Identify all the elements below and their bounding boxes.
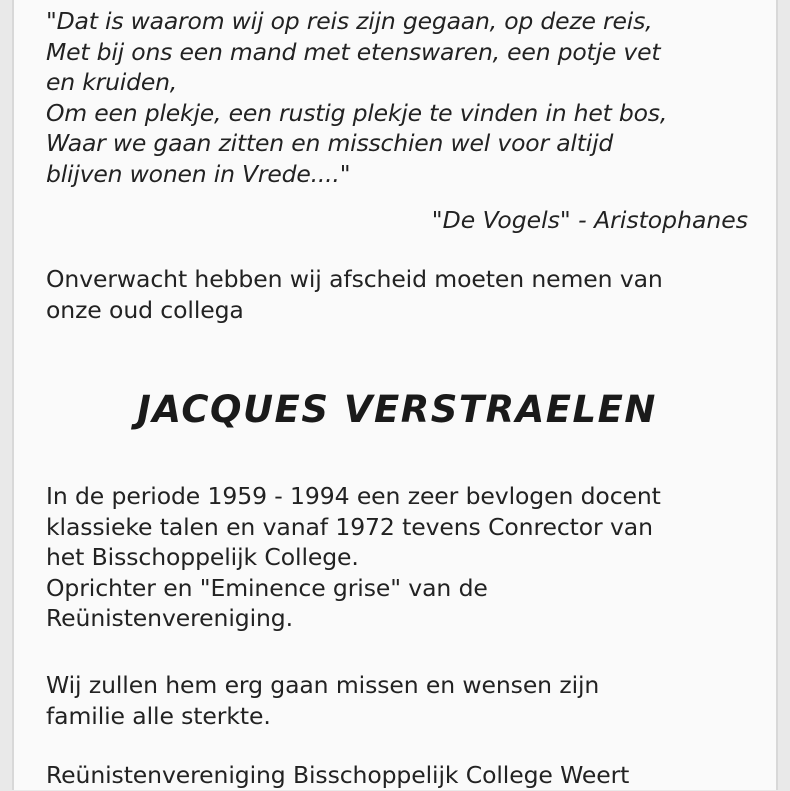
bio-line: In de periode 1959 - 1994 een zeer bevlogen docent [46, 482, 661, 510]
quote-line: en kruiden, [46, 68, 178, 96]
condolence-line: familie alle sterkte. [46, 701, 271, 730]
quote-line: Met bij ons een mand met etenswaren, een potje vet [46, 37, 661, 66]
bio-line: het Bisschoppelijk College. [46, 543, 359, 571]
bio-line: Reünistenvereniging. [46, 604, 293, 632]
quote-line: Om een plekje, een rustig plekje te vinden in het bos, [46, 98, 668, 127]
quote-attribution: "De Vogels" - Aristophanes [431, 206, 748, 234]
quote-line: blijven wonen in Vrede...." [46, 159, 351, 188]
quote-line: "Dat is waarom wij op reis zijn gegaan, op deze reis, [46, 7, 653, 35]
signature: Reünistenvereniging Bisschoppelijk College Weert [46, 761, 630, 789]
condolence-paragraph [46, 670, 599, 731]
bio-line: Oprichter en "Eminence grise" van de [46, 573, 488, 602]
deceased-name: JACQUES VERSTRAELEN [137, 388, 657, 431]
obituary-notice [12, 0, 778, 790]
condolence-line: Wij zullen hem erg gaan missen en wensen zijn [46, 671, 600, 699]
quote-line: Waar we gaan zitten en misschien wel voor altijd [46, 129, 614, 157]
intro-line: Onverwacht hebben wij afscheid moeten nemen van [46, 265, 663, 293]
bio-line: klassieke talen en vanaf 1972 tevens Conrector van [46, 512, 653, 541]
intro-paragraph [46, 264, 663, 325]
poem-quote [46, 6, 766, 189]
intro-line: onze oud collega [46, 295, 244, 324]
bio-paragraph [46, 481, 661, 634]
